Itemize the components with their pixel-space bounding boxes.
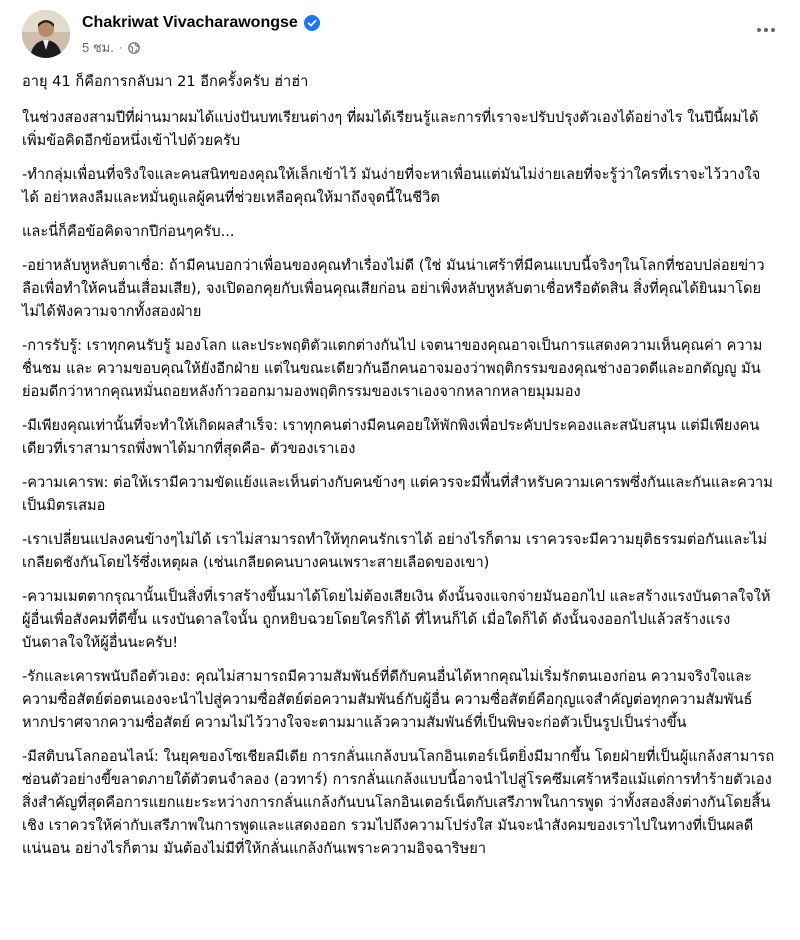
- post-paragraph: -ความเมตตากรุณานั้นเป็นสิ่งที่เราสร้างขึ้นมาได้โดยไม่ต้องเสียเงิน ดังนั้นจงแจกจ่ายมันออกไป และสร้างแรงบันดาลใจให้ผู้อื่นเพื่อสังคมที่ดีขึ้น แรงบันดาลใจนั้น ถูกหยิบฉวยโดยใครก็ได้ ที่ไหนก็ได้ เมื่อใดก็ได้ ดังนั้นจงออกไปแล้วสร้างแรงบันดาลใจให้ผู้อื่นนะครับ!: [22, 588, 771, 651]
- more-options-icon[interactable]: [748, 20, 784, 40]
- post-paragraph: -การรับรู้: เราทุกคนรับรู้ มองโลก และประพฤติตัวแตกต่างกันไป เจตนาของคุณอาจเป็นการแสดงความเห็นคุณค่า ความชื่นชม และ ความขอบคุณให้ยังอีกฝ่าย แต่ในขณะเดียวกันอีกคนอาจมองว่าพฤติกรรมของคุณช่างอวดดีและอกตัญญู มันย่อมดีกว่าหากคุณหมั่นถอยหลังก้าวออกมามองพฤติกรรมของเราเองจากหลากหลายมุมมอง: [22, 337, 763, 400]
- more-dot: [757, 28, 761, 32]
- post-paragraph: -อย่าหลับหูหลับตาเชื่อ: ถ้ามีคนบอกว่าเพื่อนของคุณทำเรื่องไม่ดี (ใช่ มันน่าเศร้าที่มีคนแบบนี้จริงๆในโลกที่ชอบปล่อยข่าวลือเพื่อทำให้คนอื่นเสื่อมเสีย), จงเปิดอกคุยกับเพื่อนคุณเสียก่อน อย่าเพิ่งหลับหูหลับตาเชื่อหรือตัดสิน สิ่งที่คุณได้ยินมาโดยไม่ได้ฟังความจากทั้งสองฝ่าย: [22, 257, 765, 320]
- post-paragraph: -มีสติบนโลกออนไลน์: ในยุคของโซเชียลมีเดีย การกลั่นแกล้งบนโลกอินเตอร์เน็ตยิ่งมีมากขึ้น โดยฝ่ายที่เป็นผู้แกล้งสามารถซ่อนตัวอย่างขี้ขลาดภายใต้ตัวตนจำลอง (อวทาร์) การกลั่นแกล้งแบบนี้อาจนำไปสู่โรคซึมเศร้าหรือแม้แต่การทำร้ายตัวเอง สิ่งสำคัญที่สุดคือการแยกแยะระหว่างการกลั่นแกล้งกันบนโลกอินเตอร์เน็ตกับเสรีภาพในการพูด ว่าทั้งสองสิ่งต่างกันโดยสิ้นเชิง เราควรให้ค่ากับเสรีภาพในการพูดและแสดงออก รวมไปถึงความโปร่งใส มันจะนำสังคมของเราไปในทางที่เป็นผลดีแน่นอน อย่างไรก็ตาม มันต้องไม่มีที่ให้กลั่นแกล้งกันเพราะความอิจฉาริษยา: [22, 748, 775, 857]
- post-header: [22, 0, 784, 68]
- post-meta: [82, 37, 140, 58]
- meta-separator: ·: [118, 41, 123, 54]
- author-row: [82, 14, 320, 32]
- globe-icon[interactable]: [128, 42, 140, 54]
- post-paragraph: และนี่ก็คือข้อคิดจากปีก่อนๆครับ...: [22, 223, 235, 240]
- author-name[interactable]: Chakriwat Vivacharawongse: [82, 14, 298, 31]
- post-paragraph: -เราเปลี่ยนแปลงคนข้างๆไม่ได้ เราไม่สามารถทำให้ทุกคนรักเราได้ อย่างไรก็ตาม เราควรจะมีความยุติธรรมต่อกันและไม่เกลียดชังกันโดยไร้ซึ่งเหตุผล (เช่นเกลียดคนบางคนเพราะสายเลือดของเขา): [22, 531, 768, 571]
- post-paragraph: -มีเพียงคุณเท่านั้นที่จะทำให้เกิดผลสำเร็จ: เราทุกคนต่างมีคนคอยให้พักพิงเพื่อประคับประคองและสนับสนุน แต่มีเพียงคนเดียวที่เราสามารถพึ่งพาได้มากที่สุดคือ- ตัวของเราเอง: [22, 417, 760, 457]
- post-paragraph: -ทำกลุ่มเพื่อนที่จริงใจและคนสนิทของคุณให้เล็กเข้าไว้ มันง่ายที่จะหาเพื่อนแต่มันไม่ง่ายเลยที่จะรู้ว่าใครที่เราจะไว้วางใจได้ อย่าหลงลืมและหมั่นดูแลผู้คนที่ช่วยเหลือคุณให้มาถึงจุดนี้ในชีวิต: [22, 166, 761, 206]
- post-timestamp[interactable]: 5 ชม.: [82, 40, 114, 55]
- profile-photo: [22, 10, 70, 58]
- post-paragraph: -รักและเคารพนับถือตัวเอง: คุณไม่สามารถมีความสัมพันธ์ที่ดีกับคนอื่นได้หากคุณไม่เริ่มรักตนเองก่อน ความจริงใจและความซื่อสัตย์ต่อตนเองจะนำไปสู่ความซื่อสัตย์ต่อความสัมพันธ์กับผู้อื่น ความซื่อสัตย์คือกุญแจสำคัญต่อทุกความสัมพันธ์ หากปราศจากความซื่อสัตย์ ความไม่ไว้วางใจจะตามมาแล้วความสัมพันธ์ที่เป็นพิษจะก่อตัวเป็นรูปเป็นร่างขึ้น: [22, 668, 753, 731]
- verified-badge-icon: [304, 15, 320, 31]
- post-body: [22, 70, 784, 860]
- post-paragraph: ในช่วงสองสามปีที่ผ่านมาผมได้แบ่งปันบทเรียนต่างๆ ที่ผมได้เรียนรู้และการที่เราจะปรับปรุงตัวเองได้อย่างไร ในปีนี้ผมได้เพิ่มข้อคิดอีกข้อหนึ่งเข้าไปด้วยครับ: [22, 109, 759, 149]
- more-dot: [764, 28, 768, 32]
- more-dot: [771, 28, 775, 32]
- avatar[interactable]: [22, 10, 70, 58]
- post-paragraph: อายุ 41 ก็คือการกลับมา 21 อีกครั้งครับ ฮ่าฮ่า: [22, 73, 309, 90]
- post-paragraph: -ความเคารพ: ต่อให้เรามีความขัดแย้งและเห็นต่างกับคนข้างๆ แต่ควรจะมีพื้นที่สำหรับความเคารพซึ่งกันและกันและความเป็นมิตรเสมอ: [22, 474, 773, 514]
